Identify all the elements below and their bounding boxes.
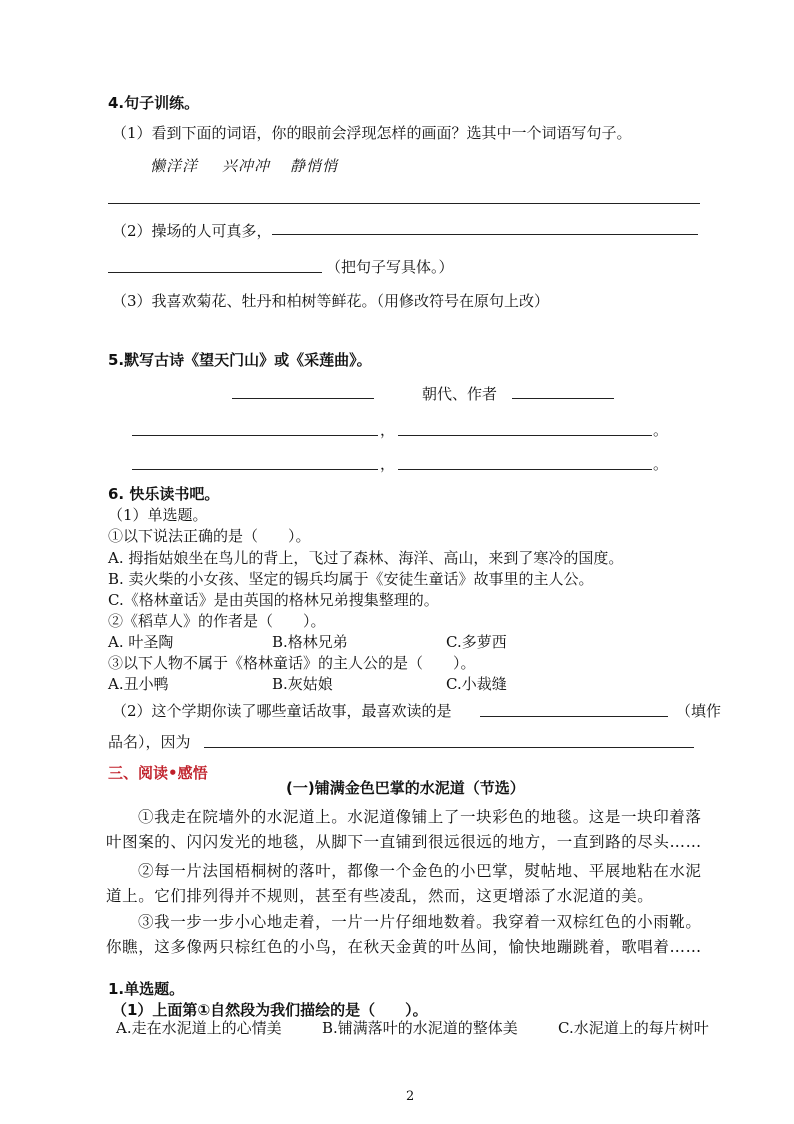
word-2: 兴冲冲 (222, 157, 271, 175)
period: 。 (653, 421, 669, 439)
q6-title: 6. 快乐读书吧。 (108, 485, 220, 503)
q6-a-option[interactable]: C.《格林童话》是由英国的格林兄弟搜集整理的。 (108, 591, 439, 609)
passage-line: 道上。它们排列得并不规则，甚至有些凌乱，然而，这更增添了水泥道的美。 (106, 887, 654, 905)
q5-title: 5.默写古诗《望天门山》或《采莲曲》。 (108, 351, 372, 369)
q6-b-stem: ②《稻草人》的作者是（ ）。 (108, 612, 326, 630)
answer-line[interactable] (108, 272, 322, 273)
answer-line[interactable] (204, 747, 694, 748)
passage-line: ②每一片法国梧桐树的落叶，都像一个金色的小巴掌，熨帖地、平展地粘在水泥 (138, 862, 702, 880)
q6-a-stem: ①以下说法正确的是（ ）。 (108, 527, 311, 545)
poem-line[interactable] (398, 469, 652, 470)
comma: ， (380, 455, 396, 473)
q6-s2-line2: 品名），因为 (108, 733, 191, 751)
q6-a-option[interactable]: B. 卖火柴的小女孩、坚定的锡兵均属于《安徒生童话》故事里的主人公。 (108, 570, 594, 588)
q4-s2-prefix: （2）操场的人可真多， (112, 222, 272, 240)
q6-single: （1）单选题。 (108, 506, 208, 524)
q4-s2-suffix: （把句子写具体。） (326, 258, 454, 276)
q1-title: 1.单选题。 (108, 980, 185, 998)
q1-option[interactable]: A.走在水泥道上的心情美 (116, 1019, 282, 1037)
q6-s2-tail: （填作 (676, 702, 722, 720)
q4-s3: （3）我喜欢菊花、牡丹和柏树等鲜花。（用修改符号在原句上改） (112, 292, 550, 310)
poem-line[interactable] (132, 435, 378, 436)
poem-line[interactable] (132, 469, 378, 470)
q1-stem: （1）上面第①自然段为我们描绘的是（ ）。 (112, 1001, 428, 1019)
period: 。 (653, 455, 669, 473)
q6-c-option[interactable]: B.灰姑娘 (272, 675, 333, 693)
passage-line: 叶图案的、闪闪发光的地毯，从脚下一直铺到很远很远的地方，一直到路的尽头…… (106, 833, 702, 851)
answer-line[interactable] (480, 716, 668, 717)
page-number: 2 (406, 1089, 415, 1104)
q6-c-stem: ③以下人物不属于《格林童话》的主人公的是（ ）。 (108, 654, 476, 672)
q1-option[interactable]: C.水泥道上的每片树叶 (558, 1019, 709, 1037)
q6-b-option[interactable]: B.格林兄弟 (272, 633, 348, 651)
q6-a-option[interactable]: A. 拇指姑娘坐在鸟儿的背上，飞过了森林、海洋、高山，来到了寒冷的国度。 (108, 549, 624, 567)
q6-s2-prefix: （2）这个学期你读了哪些童话故事，最喜欢读的是 (112, 702, 452, 720)
passage-line: ①我走在院墙外的水泥道上。水泥道像铺上了一块彩色的地毯。这是一块印着落 (138, 808, 702, 826)
word-3: 静悄悄 (290, 157, 339, 175)
word-1: 懒洋洋 (150, 157, 199, 175)
q6-b-option[interactable]: C.多萝西 (446, 633, 507, 651)
dynasty-author-line[interactable] (512, 398, 614, 399)
comma: ， (380, 421, 396, 439)
q6-b-option[interactable]: A. 叶圣陶 (108, 633, 174, 651)
q6-c-option[interactable]: C.小裁缝 (446, 675, 507, 693)
answer-line[interactable] (108, 203, 700, 204)
dynasty-author-label: 朝代、作者 (422, 385, 498, 403)
poem-line[interactable] (398, 435, 652, 436)
section-title: 三、阅读•感悟 (108, 764, 208, 782)
passage-line: 你瞧，这多像两只棕红色的小鸟，在秋天金黄的叶丛间，愉快地蹦跳着，歌唱着…… (106, 938, 702, 956)
q4-title: 4.句子训练。 (108, 94, 200, 112)
passage-title: (一)铺满金色巴掌的水泥道（节选） (286, 779, 525, 797)
answer-line[interactable] (272, 234, 698, 235)
poem-title-line[interactable] (232, 398, 374, 399)
passage-line: ③我一步一步小心地走着，一片一片仔细地数着。我穿着一双棕红色的小雨靴。 (138, 913, 702, 931)
q6-c-option[interactable]: A.丑小鸭 (108, 675, 169, 693)
q1-option[interactable]: B.铺满落叶的水泥道的整体美 (322, 1019, 518, 1037)
q4-s1: （1）看到下面的词语，你的眼前会浮现怎样的画面？选其中一个词语写句子。 (112, 124, 632, 142)
